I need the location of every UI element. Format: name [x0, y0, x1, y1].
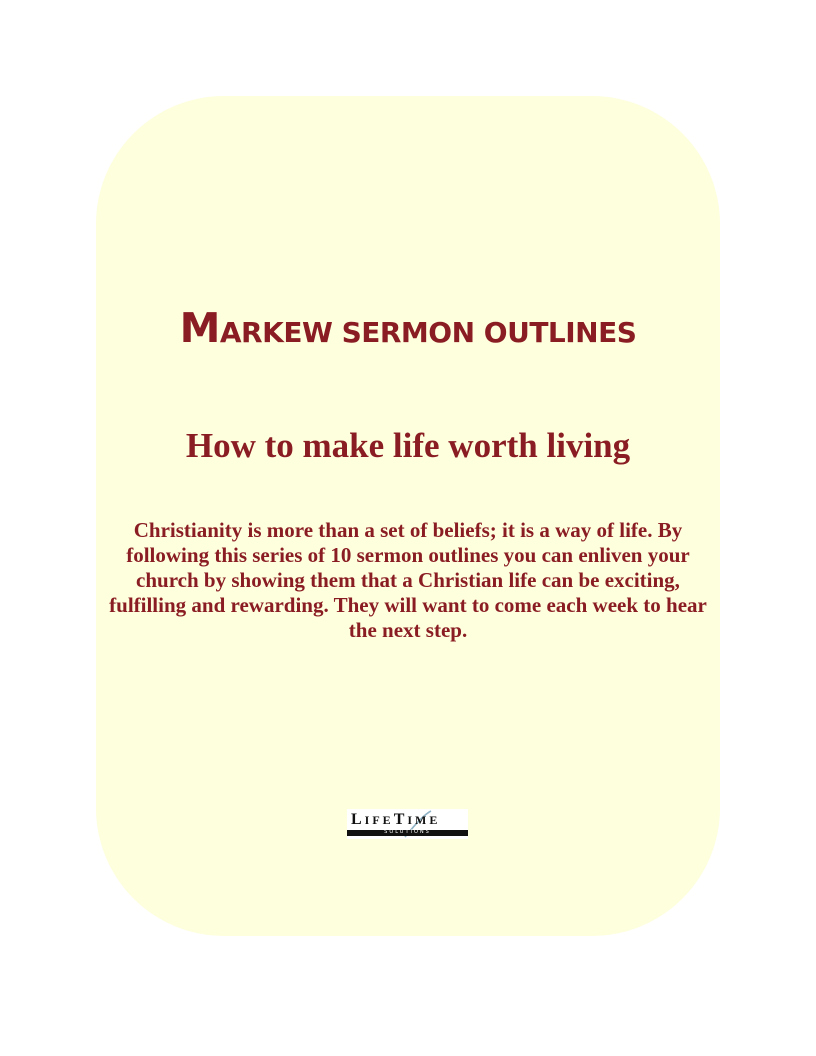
- lifetime-logo: [347, 809, 468, 839]
- series-title: [96, 304, 720, 352]
- logo-tagline: SOLUTIONS: [384, 829, 431, 835]
- logo-letter-t: T: [393, 811, 408, 828]
- logo-letter-l: L: [351, 811, 365, 828]
- series-title-rest: ARKEW SERMON OUTLINES: [219, 316, 637, 349]
- subtitle: How to make life worth living: [185, 426, 631, 465]
- cover-panel: [96, 96, 720, 936]
- logo-ime: IME: [407, 813, 441, 827]
- description: Christianity is more than a set of beliefs; it is a way of life. By following this series of 10 sermon outlines you can enliven your church by showing them that a Christian life can be exciting, fulfilling and rewarding. They will want to come each week to hear the next step.: [109, 518, 707, 642]
- series-title-initial: M: [179, 304, 220, 352]
- logo-wordmark: [351, 811, 440, 829]
- logo-ife: IFE: [364, 813, 394, 827]
